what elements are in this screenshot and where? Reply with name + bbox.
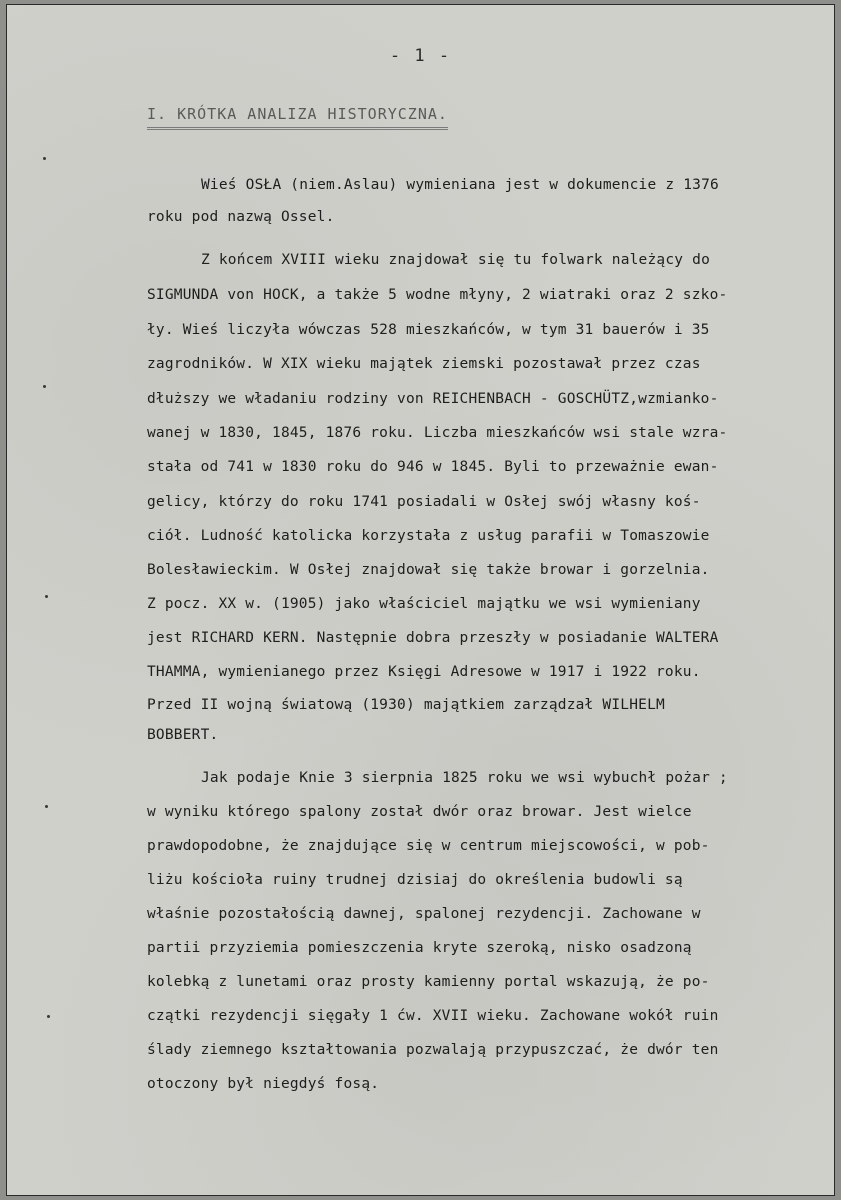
text-line: wanej w 1830, 1845, 1876 roku. Liczba mieszkańców wsi stale wzra-	[147, 425, 728, 441]
text-line: właśnie pozostałością dawnej, spalonej rezydencji. Zachowane w	[147, 906, 701, 922]
text-line: liżu kościoła ruiny trudnej dzisiaj do określenia budowli są	[147, 872, 683, 888]
text-line: BOBBERT.	[147, 727, 219, 743]
text-line: Z pocz. XX w. (1905) jako właściciel majątku we wsi wymieniany	[147, 596, 701, 612]
text-line: w wyniku którego spalony został dwór oraz browar. Jest wielce	[147, 804, 692, 820]
text-line: Wieś OSŁA (niem.Aslau) wymieniana jest w dokumencie z 1376	[201, 177, 719, 193]
margin-mark	[43, 385, 46, 388]
text-line: jest RICHARD KERN. Następnie dobra przeszły w posiadanie WALTERA	[147, 630, 719, 646]
text-line: prawdopodobne, że znajdujące się w centrum miejscowości, w pob-	[147, 838, 710, 854]
text-line: Przed II wojną światową (1930) majątkiem zarządzał WILHELM	[147, 697, 665, 713]
text-line: kolebką z lunetami oraz prosty kamienny portal wskazują, że po-	[147, 974, 710, 990]
text-line: Bolesławieckim. W Osłej znajdował się także browar i gorzelnia.	[147, 562, 710, 578]
text-line: zagrodników. W XIX wieku majątek ziemski pozostawał przez czas	[147, 356, 701, 372]
text-line: stała od 741 w 1830 roku do 946 w 1845. Byli to przeważnie ewan-	[147, 459, 719, 475]
text-line: THAMMA, wymienianego przez Księgi Adresowe w 1917 i 1922 roku.	[147, 664, 701, 680]
margin-mark	[45, 595, 48, 598]
margin-mark	[43, 157, 46, 160]
text-line: czątki rezydencji sięgały 1 ćw. XVII wieku. Zachowane wokół ruin	[147, 1008, 719, 1024]
document-page	[6, 4, 835, 1196]
text-line: Jak podaje Knie 3 sierpnia 1825 roku we wsi wybuchł pożar ;	[201, 770, 728, 786]
text-line: partii przyziemia pomieszczenia kryte szeroką, nisko osadzoną	[147, 940, 692, 956]
text-line: gelicy, którzy do roku 1741 posiadali w Osłej swój własny koś-	[147, 494, 701, 510]
text-line: SIGMUNDA von HOCK, a także 5 wodne młyny, 2 wiatraki oraz 2 szko-	[147, 287, 728, 303]
text-line: dłuższy we władaniu rodziny von REICHENBACH - GOSCHÜTZ,wzmianko-	[147, 391, 719, 407]
text-line: ły. Wieś liczyła wówczas 528 mieszkańców, w tym 31 bauerów i 35	[147, 322, 710, 338]
text-line: ślady ziemnego kształtowania pozwalają przypuszczać, że dwór ten	[147, 1042, 719, 1058]
margin-mark	[45, 805, 48, 808]
margin-mark	[47, 1015, 50, 1018]
text-line: roku pod nazwą Ossel.	[147, 209, 335, 225]
page-number: - 1 -	[389, 46, 452, 66]
text-line: otoczony był niegdyś fosą.	[147, 1076, 380, 1092]
text-line: Z końcem XVIII wieku znajdował się tu folwark należący do	[201, 252, 710, 268]
text-line: ciół. Ludność katolicka korzystała z usług parafii w Tomaszowie	[147, 528, 710, 544]
section-heading: I. KRÓTKA ANALIZA HISTORYCZNA.	[147, 105, 448, 130]
